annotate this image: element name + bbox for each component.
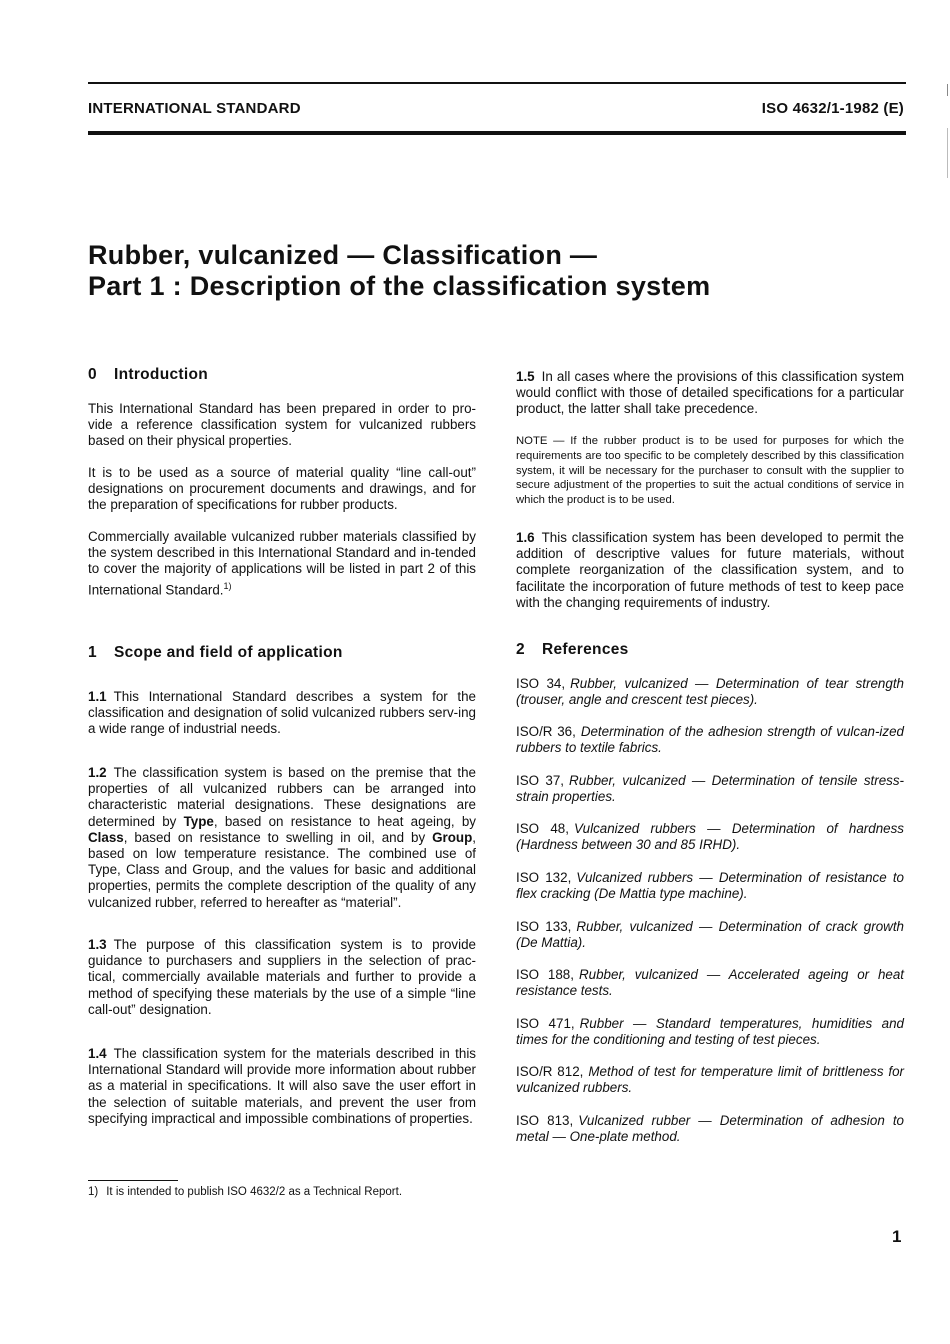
scan-edge-mark <box>947 84 948 96</box>
reference-code: ISO 133, <box>516 919 572 934</box>
reference-code: ISO 471, <box>516 1016 575 1031</box>
clause-1-3: 1.3 The purpose of this classification system is to provide guidance to purchasers and suppliers in the selection of prac-tical, commercially available materials and further to provide a method of specifying these materials by the use of a simple “line call-out” designation. <box>88 937 476 1017</box>
clause-1-6: 1.6 This classification system has been developed to permit the addition of descriptive values for future materials, without complete reorganization of the classification system, and to facilitate the incorporation of future methods of test to keep pace with the changing requirements of industry. <box>516 530 904 610</box>
footnote-rule <box>88 1180 178 1181</box>
reference-title: Rubber, vulcanized — Determination of crack growth (De Mattia). <box>516 919 904 951</box>
section-0-heading: 0 Introduction <box>88 366 208 383</box>
reference-title: Rubber — Standard temperatures, humidities and times for the conditioning and testing of test pieces. <box>516 1016 904 1048</box>
reference-item <box>516 773 904 805</box>
reference-item <box>516 821 904 853</box>
reference-item <box>516 919 904 951</box>
reference-item <box>516 870 904 902</box>
reference-item <box>516 1016 904 1048</box>
clause-1-4: 1.4 The classification system for the materials described in this International Standard will provide more information about rubber as a material in specifications. It will also save the user effort in the selection of suitable materials, and prevent the user from specifying impractical and impossible combinations of properties. <box>88 1046 476 1126</box>
footnote-text: It is intended to publish ISO 4632/2 as a Technical Report. <box>106 1186 403 1198</box>
intro-paragraph-2: It is to be used as a source of material quality “line call-out” designations on procurement documents and drawings, and for the preparation of specifications for rubber products. <box>88 465 476 513</box>
reference-item <box>516 1064 904 1096</box>
footnote-marker: 1) <box>88 1186 99 1198</box>
title-line-2: Part 1 : Description of the classification system <box>88 271 711 301</box>
reference-item <box>516 1113 904 1145</box>
reference-title: Rubber, vulcanized — Accelerated ageing or heat resistance tests. <box>516 967 905 999</box>
footnote <box>88 1186 402 1198</box>
page-title <box>88 240 710 302</box>
reference-title: Vulcanized rubbers — Determination of resistance to flex cracking (De Mattia type machine). <box>516 870 904 902</box>
reference-code: ISO/R 36, <box>516 724 576 739</box>
reference-item <box>516 967 904 999</box>
reference-title: Vulcanized rubber — Determination of adhesion to metal — One-plate method. <box>516 1113 904 1145</box>
footnote-reference: 1) <box>223 580 232 591</box>
reference-title: Rubber, vulcanized — Determination of tensile stress-strain properties. <box>516 773 905 805</box>
clause-1-5: 1.5 In all cases where the provisions of this classification system would conflict with those of detailed specifications for a particular product, the latter shall take precedence. <box>516 369 904 417</box>
document-type-label: INTERNATIONAL STANDARD <box>88 100 301 117</box>
title-line-1: Rubber, vulcanized — Classification — <box>88 240 598 270</box>
reference-code: ISO/R 812, <box>516 1064 584 1079</box>
reference-item <box>516 724 904 756</box>
reference-code: ISO 37, <box>516 773 565 788</box>
reference-title: Determination of the adhesion strength of vulcan-ized rubbers to textile fabrics. <box>516 724 904 756</box>
header-top-rule <box>88 82 906 84</box>
reference-title: Rubber, vulcanized — Determination of tear strength (trouser, angle and crescent test pieces). <box>516 676 904 708</box>
reference-code: ISO 132, <box>516 870 572 885</box>
scan-edge-mark <box>947 128 948 178</box>
header-bottom-rule <box>88 131 906 135</box>
clause-1-2: 1.2 The classification system is based on the premise that the properties of all vulcanized rubbers can be arranged into characteristic material designations. These designations are determined by Type, based on resistance to heat ageing, by Class, based on resistance to swelling in oil, and by Group, based on low temperature resistance. The combined use of Type, Class and Group, and the values for basic and additional properties, permits the complete description of the quality of any vulcanized rubber, referred to hereafter as “material”. <box>88 765 476 910</box>
page-number: 1 <box>892 1227 902 1246</box>
reference-code: ISO 34, <box>516 676 566 691</box>
reference-item <box>516 676 904 708</box>
intro-paragraph-1: This International Standard has been prepared in order to pro-vide a reference classification system for vulcanized rubbers based on their physical properties. <box>88 401 476 449</box>
reference-code: ISO 813, <box>516 1113 574 1128</box>
section-2-heading: 2 References <box>516 641 629 658</box>
reference-code: ISO 48, <box>516 821 569 836</box>
reference-code: ISO 188, <box>516 967 574 982</box>
intro-paragraph-3: Commercially available vulcanized rubber materials classified by the system described in this International Standard and in-tended to cover the majority of applications will be listed in part 2 of this International Standard.$^{1)}$ <box>88 529 476 598</box>
section-1-heading: 1 Scope and field of application <box>88 644 343 661</box>
note-paragraph: NOTE — If the rubber product is to be used for purposes for which the requirements are too specific to be completely described by this classification system, it will be necessary for the purchaser to consult with the supplier to secure adjustment of the properties to suit the actual conditions of service in which the product is to be used. <box>516 435 904 507</box>
reference-title: Vulcanized rubbers — Determination of hardness (Hardness between 30 and 85 IRHD). <box>516 821 905 853</box>
reference-title: Method of test for temperature limit of brittleness for vulcanized rubbers. <box>516 1064 904 1096</box>
standard-number: ISO 4632/1-1982 (E) <box>761 100 904 117</box>
clause-1-1: 1.1 This International Standard describes a system for the classification and designation of solid vulcanized rubbers serv-ing a wide range of industrial needs. <box>88 689 476 737</box>
